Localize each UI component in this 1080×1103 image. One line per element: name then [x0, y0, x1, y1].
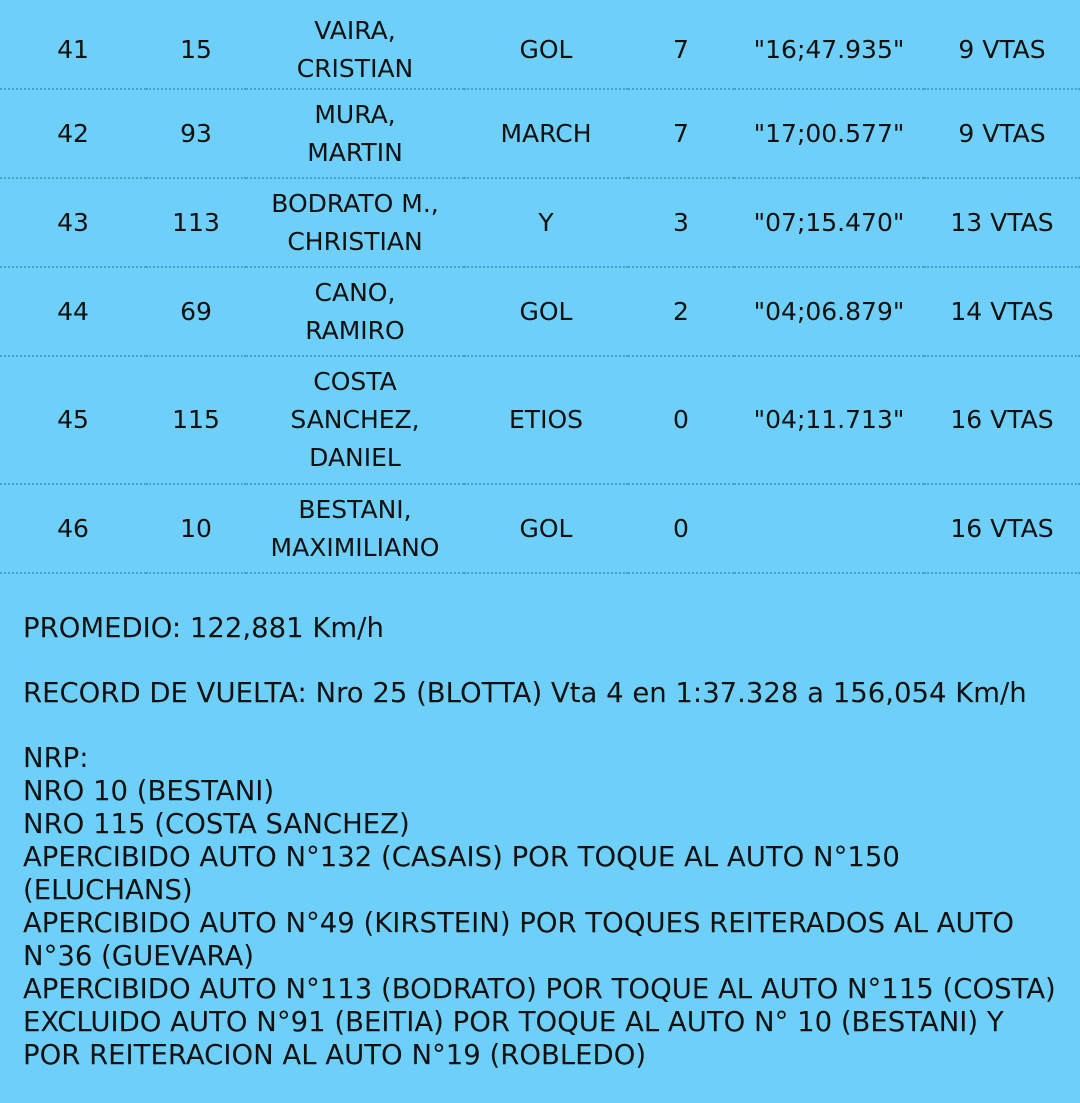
time-cell: "17;00.577"	[734, 89, 924, 178]
car-number-cell: 93	[146, 89, 246, 178]
nrp-heading: NRP:	[23, 742, 89, 774]
driver-name-cell	[246, 484, 464, 573]
driver-name-line: BESTANI,	[298, 494, 412, 524]
laps-cell: 9 VTAS	[924, 89, 1080, 178]
laps-cell: 16 VTAS	[924, 356, 1080, 484]
driver-name-line: CHRISTIAN	[287, 226, 423, 256]
penalty-cell: 0	[628, 356, 734, 484]
driver-name-cell	[246, 267, 464, 356]
car-model-cell: GOL	[464, 12, 628, 89]
table-row	[0, 178, 1080, 267]
time-cell: "07;15.470"	[734, 178, 924, 267]
table-row	[0, 356, 1080, 484]
driver-name-line: CANO,	[314, 277, 396, 307]
car-number-cell: 115	[146, 356, 246, 484]
driver-name-line: COSTA	[313, 367, 397, 396]
table-row	[0, 267, 1080, 356]
position-cell: 41	[0, 12, 146, 89]
driver-name-cell	[246, 89, 464, 178]
position-cell: 43	[0, 178, 146, 267]
average-speed: PROMEDIO: 122,881 Km/h	[23, 612, 384, 644]
car-number-cell: 15	[146, 12, 246, 89]
nrp-line: NRO 10 (BESTANI)	[23, 775, 275, 807]
race-notes	[0, 612, 1080, 1072]
driver-name-line: MAXIMILIANO	[270, 532, 440, 562]
table-row	[0, 12, 1080, 89]
lap-record: RECORD DE VUELTA: Nro 25 (BLOTTA) Vta 4 en 1:37.328 a 156,054 Km/h	[23, 677, 1027, 709]
nrp-line: POR REITERACION AL AUTO N°19 (ROBLEDO)	[23, 1039, 647, 1071]
time-cell: "16;47.935"	[734, 12, 924, 89]
driver-name-cell	[246, 356, 464, 484]
car-number-cell: 113	[146, 178, 246, 267]
penalty-cell: 2	[628, 267, 734, 356]
position-cell: 45	[0, 356, 146, 484]
nrp-line: EXCLUIDO AUTO N°91 (BEITIA) POR TOQUE AL AUTO N° 10 (BESTANI) Y	[23, 1006, 1004, 1038]
driver-name-line: DANIEL	[309, 443, 401, 472]
laps-cell: 16 VTAS	[924, 484, 1080, 573]
position-cell: 44	[0, 267, 146, 356]
car-number-cell: 69	[146, 267, 246, 356]
laps-cell: 9 VTAS	[924, 12, 1080, 89]
laps-cell: 13 VTAS	[924, 178, 1080, 267]
penalty-cell: 0	[628, 484, 734, 573]
car-model-cell: GOL	[464, 484, 628, 573]
driver-name-line: VAIRA,	[314, 16, 396, 45]
driver-name-line: RAMIRO	[305, 315, 405, 345]
car-number-cell: 10	[146, 484, 246, 573]
driver-name-line: CRISTIAN	[296, 54, 414, 83]
time-cell: "04;06.879"	[734, 267, 924, 356]
driver-name-line: MURA,	[314, 99, 396, 129]
nrp-line: APERCIBIDO AUTO N°132 (CASAIS) POR TOQUE AL AUTO N°150	[23, 841, 900, 873]
driver-name-line: BODRATO M.,	[271, 188, 439, 218]
position-cell: 42	[0, 89, 146, 178]
car-model-cell: MARCH	[464, 89, 628, 178]
penalty-cell: 7	[628, 12, 734, 89]
table-row	[0, 89, 1080, 178]
driver-name-line: SANCHEZ,	[290, 405, 420, 434]
laps-cell: 14 VTAS	[924, 267, 1080, 356]
time-cell	[734, 484, 924, 573]
car-model-cell: Y	[464, 178, 628, 267]
nrp-line: APERCIBIDO AUTO N°49 (KIRSTEIN) POR TOQUES REITERADOS AL AUTO	[23, 907, 1015, 939]
car-model-cell: ETIOS	[464, 356, 628, 484]
nrp-line: APERCIBIDO AUTO N°113 (BODRATO) POR TOQUE AL AUTO N°115 (COSTA)	[23, 973, 1056, 1005]
results-table	[0, 12, 1080, 574]
penalty-cell: 3	[628, 178, 734, 267]
position-cell: 46	[0, 484, 146, 573]
table-row	[0, 484, 1080, 573]
nrp-line: N°36 (GUEVARA)	[23, 940, 254, 972]
penalty-cell: 7	[628, 89, 734, 178]
car-model-cell: GOL	[464, 267, 628, 356]
time-cell: "04;11.713"	[734, 356, 924, 484]
driver-name-line: MARTIN	[307, 137, 403, 167]
nrp-line: (ELUCHANS)	[23, 874, 193, 906]
driver-name-cell	[246, 12, 464, 89]
driver-name-cell	[246, 178, 464, 267]
nrp-line: NRO 115 (COSTA SANCHEZ)	[23, 808, 410, 840]
